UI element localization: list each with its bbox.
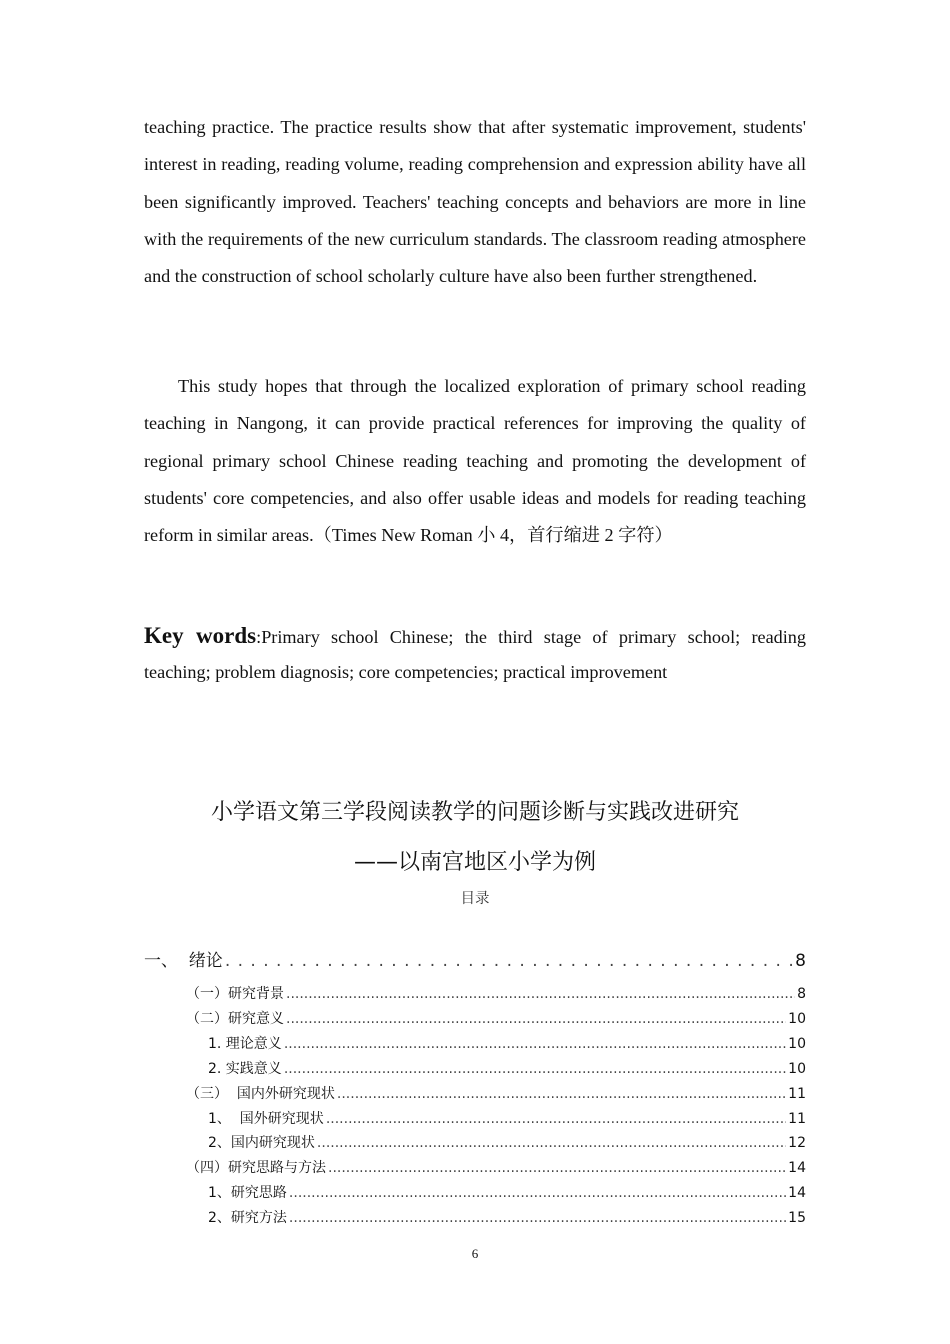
toc-heading: 目录 [460, 891, 490, 907]
toc-entry-page: 12 [788, 1135, 806, 1151]
toc-entry-label: （三） 国内外研究现状 [186, 1086, 335, 1102]
toc-entry-page: 10 [788, 1036, 806, 1052]
toc-entry-page: 10 [788, 1061, 806, 1077]
toc-entry[interactable] [208, 1033, 806, 1053]
toc-entry-page: 14 [788, 1160, 806, 1176]
page-number: 6 [471, 1246, 479, 1261]
keywords-separator: : [256, 627, 262, 647]
toc-entry-label: 1、 国外研究现状 [208, 1111, 324, 1127]
toc-entry-page: 15 [788, 1210, 806, 1226]
toc-entry-label: 1. 理论意义 [208, 1036, 282, 1052]
toc-entry[interactable] [208, 1207, 806, 1227]
toc-entry[interactable] [208, 1132, 806, 1152]
toc-entry-label: 2、研究方法 [208, 1210, 287, 1226]
thesis-title: 小学语文第三学段阅读教学的问题诊断与实践改进研究 [210, 800, 739, 825]
toc-leader [289, 1185, 786, 1201]
keywords [144, 618, 806, 690]
toc-entry[interactable] [186, 983, 806, 1003]
toc-leader [286, 1011, 786, 1027]
toc-leader [328, 1160, 786, 1176]
toc-leader [284, 1061, 786, 1077]
toc-entry-page: 14 [788, 1185, 806, 1201]
toc-entry-page: 11 [788, 1111, 806, 1127]
toc-entry-page: 11 [788, 1086, 806, 1102]
toc-entry[interactable] [186, 1157, 806, 1177]
keywords-text: Primary school Chinese; the third stage of primary school; reading teaching; problem diagnosis; core competencies; practical improvement [144, 627, 806, 682]
toc-entry[interactable] [186, 1083, 806, 1103]
abstract-paragraph-1: teaching practice. The practice results show that after systematic improvement, students' interest in reading, reading volume, reading comprehension and expression ability have all been significantly improved. Teachers' teaching concepts and behaviors are more in line with the requirements of the new curriculum standards. The classroom reading atmosphere and the construction of school scholarly culture have also been further strengthened. [144, 117, 806, 287]
toc-entry-label: （二）研究意义 [186, 1011, 284, 1027]
keywords-label: Key words [144, 623, 257, 648]
toc-leader [286, 986, 795, 1002]
toc-entry-page: 10 [788, 1011, 806, 1027]
toc-entry-label: 2、国内研究现状 [208, 1135, 315, 1151]
toc-leader [284, 1036, 786, 1052]
toc-entry-page: 8 [797, 986, 806, 1002]
toc-entry-label: （一）研究背景 [186, 986, 284, 1002]
toc-entry[interactable] [186, 1008, 806, 1028]
toc-entry-label: （四）研究思路与方法 [186, 1160, 326, 1176]
toc-leader [225, 951, 793, 971]
toc-entry-label: 一、 绪论 [144, 951, 223, 971]
toc-entry[interactable] [208, 1182, 806, 1202]
abstract-paragraph-2: This study hopes that through the localized exploration of primary school reading teaching in Nangong, it can provide practical references for improving the quality of regional primary school Chinese reading teaching and promoting the development of students' core competencies, and also offer usable ideas and models for reading teaching reform in similar areas.（Times New Roman 小 4，首行缩进 2 字符） [144, 376, 806, 546]
toc-entry[interactable] [208, 1058, 806, 1078]
toc-entry[interactable] [144, 946, 806, 971]
toc-entry[interactable] [208, 1108, 806, 1128]
toc-entry-label: 2. 实践意义 [208, 1061, 282, 1077]
toc-entry-label: 1、研究思路 [208, 1185, 287, 1201]
thesis-subtitle: ——以南宫地区小学为例 [353, 850, 596, 875]
toc-entry-page: 8 [795, 951, 806, 971]
toc-leader [317, 1135, 786, 1151]
toc-leader [337, 1086, 786, 1102]
toc-leader [326, 1111, 786, 1127]
toc-leader [289, 1210, 786, 1226]
